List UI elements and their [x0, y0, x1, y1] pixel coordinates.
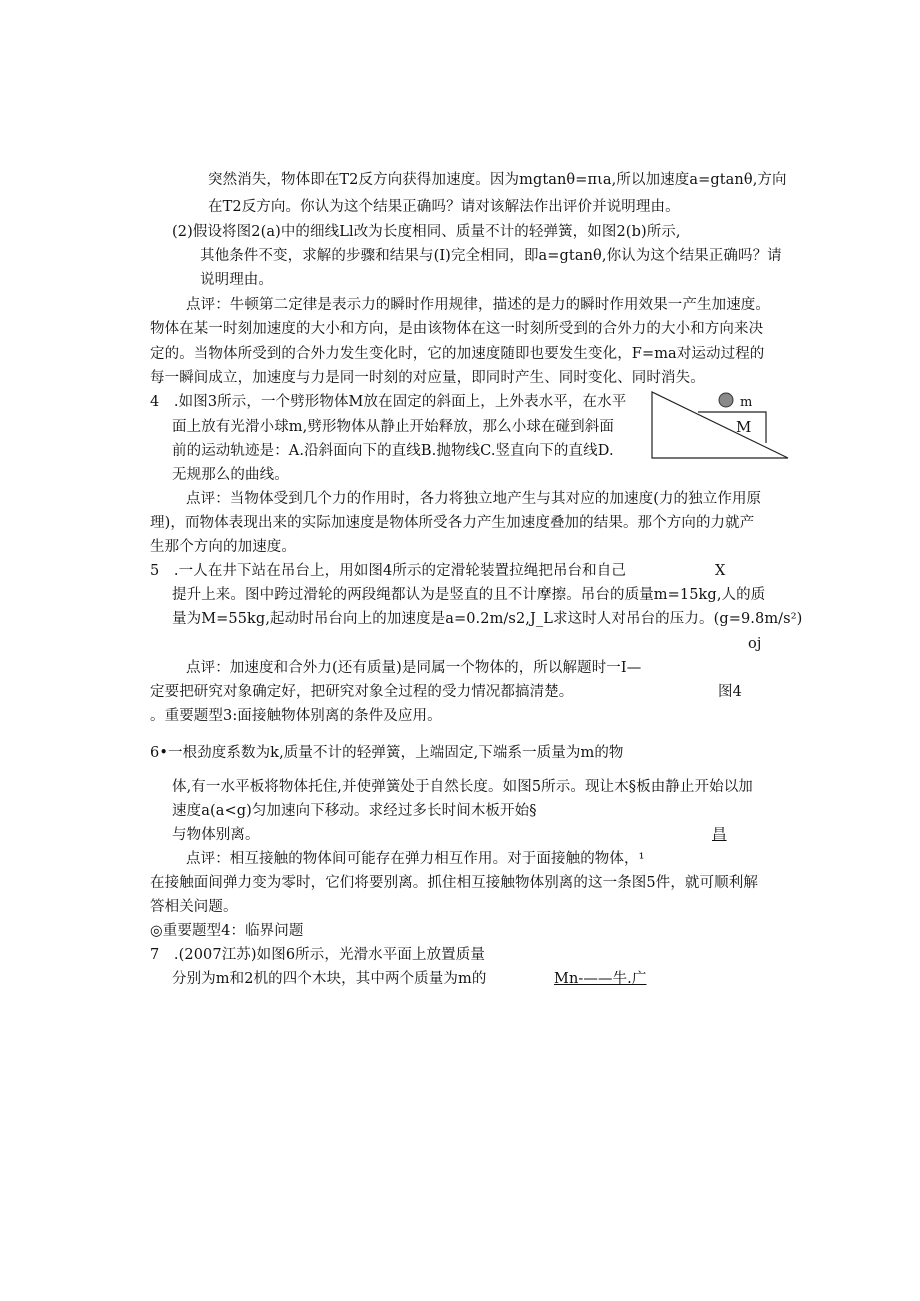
- text-line: 点评：相互接触的物体间可能存在弹力相互作用。对于面接触的物体，¹: [186, 851, 645, 867]
- problem-5-line: 5 .一人在井下站在吊台上，用如图4所示的定滑轮装置拉绳把吊台和自己: [150, 563, 626, 579]
- problem-4-line: 4 .如图3所示，一个劈形物体M放在固定的斜面上，上外表水平，在水平: [150, 394, 627, 410]
- figure-3: [650, 388, 792, 462]
- figure-5-mark: 昌: [712, 827, 727, 843]
- problem-6-line: 6•一根劲度系数为k,质量不计的轻弹簧，上端固定,下端系一质量为m的物: [150, 745, 624, 761]
- section-heading: 。重要题型3:面接触物体别离的条件及应用。: [150, 708, 442, 724]
- text-line: 与物体别离。: [172, 827, 260, 843]
- text-line: 点评：加速度和合外力(还有质量)是同属一个物体的，所以解题时一I—: [186, 660, 642, 676]
- figure-3-block-label: M: [736, 418, 752, 436]
- text-line: 定的。当物体所受到的合外力发生变化时，它的加速度随即也要发生变化，F=ma对运动过程的: [150, 346, 765, 362]
- text-line: 点评：牛顿第二定律是表示力的瞬时作用规律，描述的是力的瞬时作用效果一产生加速度。: [186, 297, 770, 313]
- text-line: 答相关问题。: [150, 899, 238, 915]
- text-line: 每一瞬间成立，加速度与力是同一时刻的对应量，即同时产生、同时变化、同时消失。: [150, 370, 705, 386]
- text-line: 点评：当物体受到几个力的作用时，各力将独立地产生与其对应的加速度(力的独立作用原: [186, 491, 762, 507]
- text-line: 理)，而物体表现出来的实际加速度是物体所受各力产生加速度叠加的结果。那个方向的力就产: [150, 515, 755, 531]
- figure-4-label: 图4: [718, 684, 742, 700]
- figure-4-mark: X: [715, 563, 726, 579]
- text-line: (2)假设将图2(a)中的细线Ll改为长度相同、质量不计的轻弹簧，如图2(b)所示,: [172, 224, 681, 240]
- text-line: 在接触面间弹力变为零时，它们将要别离。抓住相互接触物体别离的这一条图5件，就可顺利解: [150, 875, 758, 891]
- text-line: 提升上来。图中跨过滑轮的两段绳都认为是竖直的且不计摩擦。吊台的质量m=15kg,人的质: [172, 587, 766, 603]
- text-line: 其他条件不变，求解的步骤和结果与(I)完全相同，即a=gtanθ,你认为这个结果正确吗？请: [200, 248, 782, 264]
- figure-3-drawing: [650, 388, 792, 462]
- section-heading: ◎重要题型4：临界问题: [150, 923, 304, 939]
- text-line: 量为M=55kg,起动时吊台向上的加速度是a=0.2m∕s2,J_L求这时人对吊台的压力。(g=9.8m∕s²): [172, 611, 803, 627]
- text-line: 无规那么的曲线。: [172, 467, 289, 483]
- ball-icon: [719, 393, 733, 407]
- figure-4-mark: oj: [748, 636, 762, 652]
- text-line: 面上放有光滑小球m,劈形物体从静止开始释放，那么小球在碰到斜面: [172, 419, 614, 435]
- text-line: 在T2反方向。你认为这个结果正确吗？请对该解法作出评价并说明理由。: [208, 199, 680, 215]
- text-line: 生那个方向的加速度。: [150, 539, 296, 555]
- text-line: 物体在某一时刻加速度的大小和方向，是由该物体在这一时刻所受到的合外力的大小和方向来决: [150, 321, 764, 337]
- text-line: 说明理由。: [200, 272, 273, 288]
- text-line: 分别为m和2机的四个木块，其中两个质量为m的: [172, 971, 487, 987]
- text-line: 体,有一水平板将物体托住,并使弹簧处于自然长度。如图5所示。现让木§板由静止开始以加: [172, 779, 753, 795]
- problem-7-line: 7 .(2007江苏)如图6所示，光滑水平面上放置质量: [150, 947, 485, 963]
- text-line: 定要把研究对象确定好，把研究对象全过程的受力情况都搞清楚。: [150, 684, 574, 700]
- text-line: 突然消失，物体即在T2反方向获得加速度。因为mgtanθ=πιa,所以加速度a=gtanθ,方向: [208, 172, 787, 188]
- text-line: 速度a(a<g)匀加速向下移动。求经过多长时间木板开始§: [172, 803, 537, 819]
- text-line: 前的运动轨迹是：A.沿斜面向下的直线B.抛物线C.竖直向下的直线D.: [172, 443, 614, 459]
- figure-6-mark: Mn-——牛.广: [554, 971, 647, 987]
- figure-3-ball-label: m: [740, 395, 753, 410]
